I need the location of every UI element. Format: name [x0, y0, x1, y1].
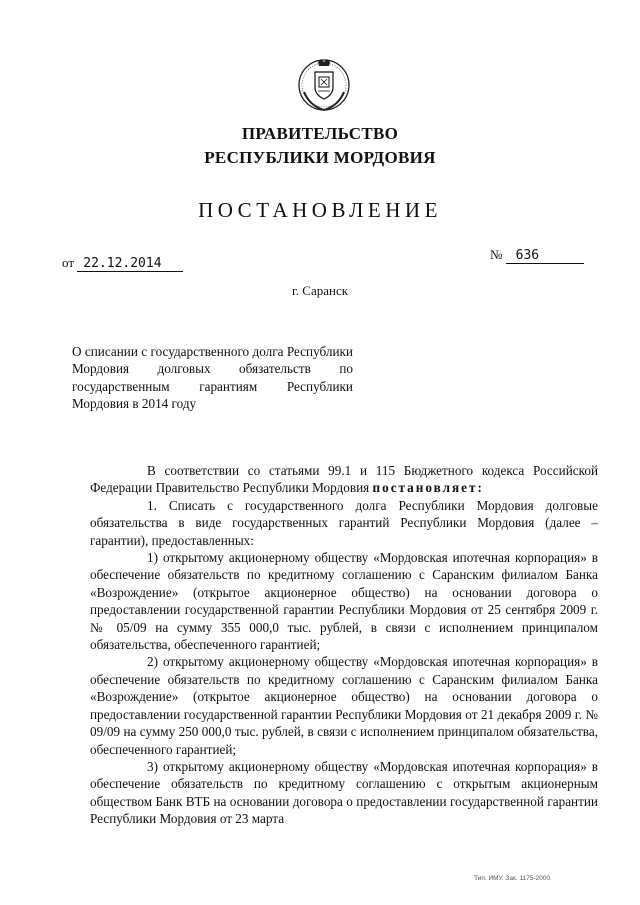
document-number [490, 247, 584, 264]
number-value: 636 [506, 248, 584, 264]
date-value: 22.12.2014 [77, 256, 183, 272]
document-body [90, 462, 598, 828]
coat-of-arms-emblem-icon [296, 54, 352, 114]
print-mark: Тип. ИМУ. Зак. 1175-2000. [474, 875, 552, 882]
document-subject: О списании с государственного долга Республики Мордовия долговых обязательств по государственным гарантиям Республики Мордовия в 2014 году [72, 344, 353, 412]
paragraph-item-3: 3) открытому акционерному обществу «Мордовская ипотечная корпорация» в обеспечение обязательств по кредитному соглашению с открытым акционерным обществом Банк ВТБ на основании договора о предоставлении государственной гарантии Республики Мордовия от 23 марта [90, 758, 598, 827]
document-type-title: ПОСТАНОВЛЕНИЕ [198, 198, 442, 222]
paragraph-item-2: 2) открытому акционерному обществу «Мордовская ипотечная корпорация» в обеспечение обязательств по кредитному соглашению с Саранским филиалом Банка «Возрождение» (открытое акционерное общество) на основании договора о предоставлении государственной гарантии Республики Мордовия от 21 декабря 2009 г. № 09/09 на сумму 250 000,0 тыс. рублей, в связи с исполнением принципалом обязательства, обеспеченного гарантией; [90, 654, 598, 757]
document-city: г. Саранск [291, 283, 349, 298]
resolution-keyword: постановляет: [372, 480, 484, 496]
intro-text: В соответствии со статьями 99.1 и 115 Бюджетного кодекса Российской Федерации Правительство Республики Мордовия [90, 463, 598, 496]
paragraph-1: 1. Списать с государственного долга Республики Мордовия долговые обязательства в виде государственных гарантий Республики Мордовия (далее – гарантии), предоставленных: [90, 497, 598, 548]
document-date [62, 255, 183, 272]
number-prefix: № [490, 247, 503, 262]
paragraph-item-1: 1) открытому акционерному обществу «Мордовская ипотечная корпорация» в обеспечение обязательств по кредитному соглашению с Саранским филиалом Банка «Возрождение» (открытое акционерное общество) на основании договора о предоставлении государственной гарантии Республики Мордовия от 25 сентября 2009 г. № 05/09 на сумму 355 000,0 тыс. рублей, в связи с исполнением принципалом обязательства, обеспеченного гарантией; [90, 550, 598, 653]
date-prefix: от [62, 255, 75, 270]
org-name-line2: РЕСПУБЛИКИ МОРДОВИЯ [204, 148, 436, 167]
intro-paragraph [90, 462, 598, 497]
org-name-line1: ПРАВИТЕЛЬСТВО [241, 124, 399, 143]
